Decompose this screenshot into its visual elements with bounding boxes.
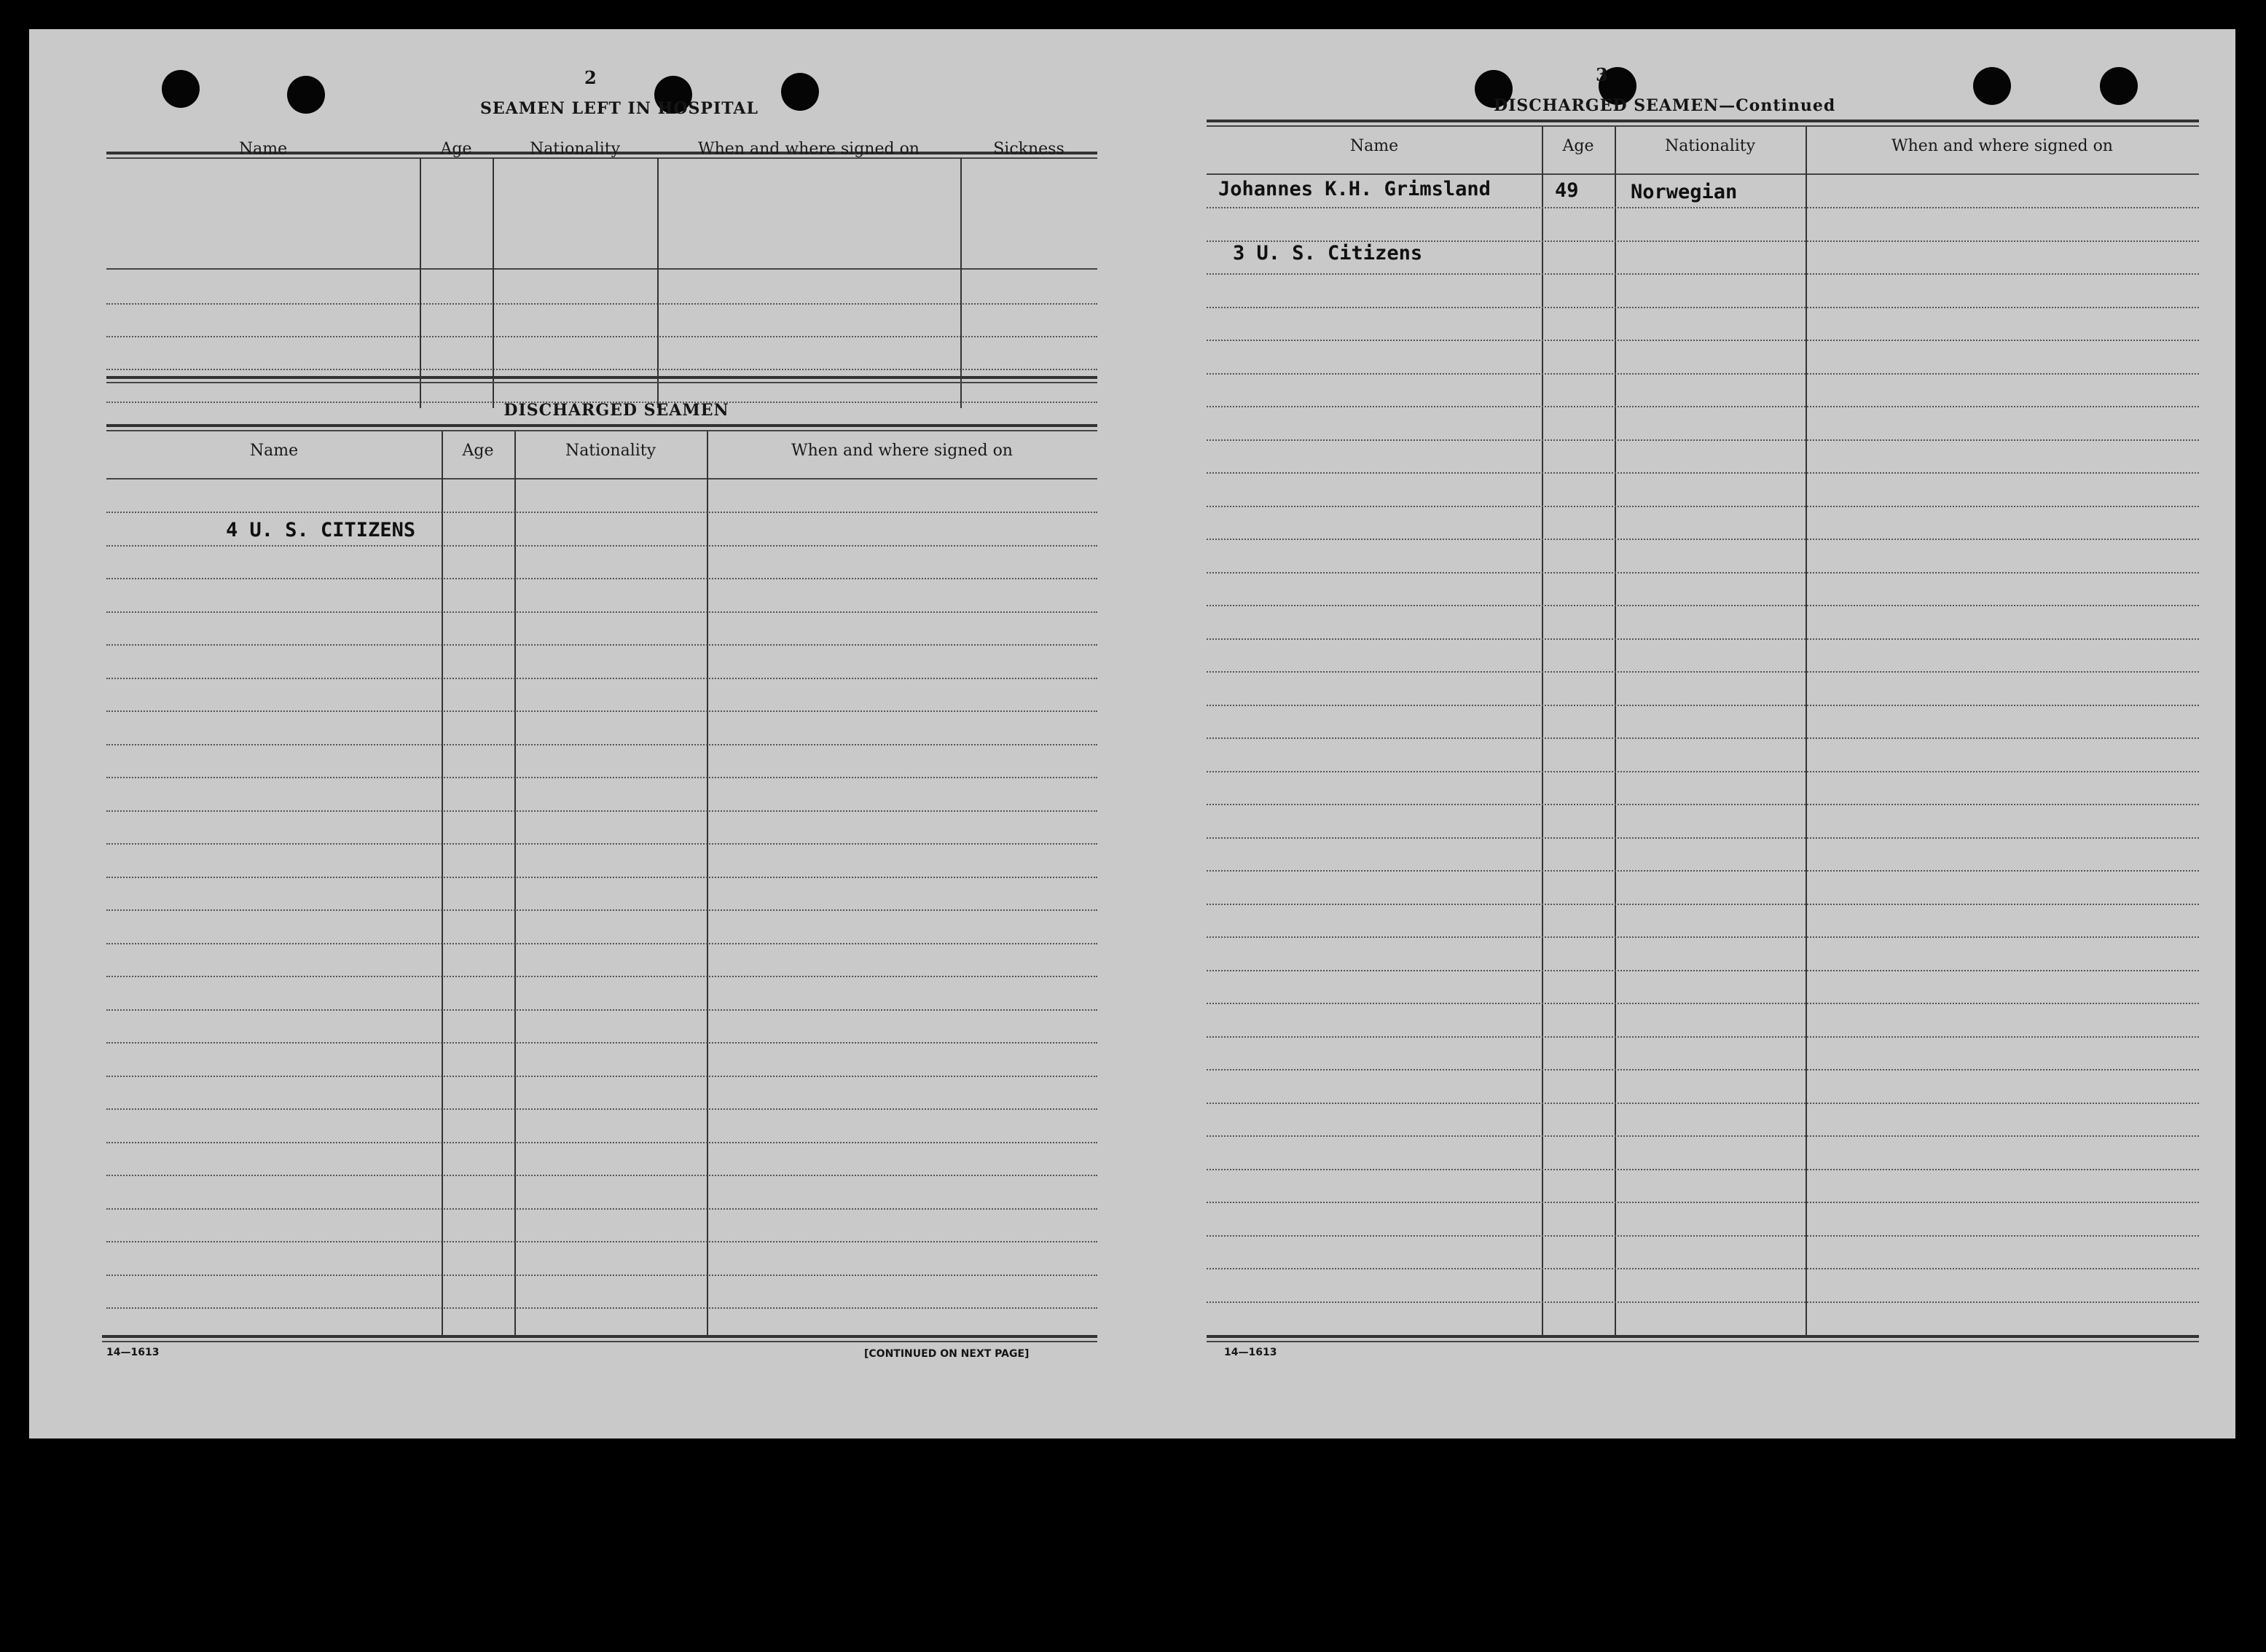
- table-row-line: [106, 512, 1097, 513]
- table-row-line: [1207, 1268, 2199, 1269]
- table-row-line: [106, 678, 1097, 679]
- table-row-line: [1207, 506, 2199, 507]
- table-row-line: [1207, 771, 2199, 772]
- table-row-line: [1207, 837, 2199, 839]
- table-row-line: [1207, 207, 2199, 208]
- table-row-line: [1207, 1003, 2199, 1004]
- table-row-line: [1207, 1135, 2199, 1137]
- table-row-line: [1207, 273, 2199, 275]
- table-row-line: [106, 943, 1097, 944]
- table-row-line: [1207, 638, 2199, 640]
- punch-hole: [2100, 67, 2138, 105]
- table-row-line: [1207, 1103, 2199, 1104]
- discharged-col-age: Age: [462, 442, 494, 460]
- right-form-number: 14—1613: [1224, 1347, 1277, 1358]
- table-row-line: [106, 810, 1097, 812]
- right-section-title: DISCHARGED SEAMEN—Continued: [1494, 96, 1836, 115]
- table-row-line: [106, 578, 1097, 579]
- hospital-col-sickness: Sickness: [993, 140, 1065, 158]
- table-row-line: [1207, 307, 2199, 308]
- discharged-table: [106, 431, 1097, 1350]
- table-row-line: [1207, 737, 2199, 739]
- table-row-line: [1207, 870, 2199, 872]
- hospital-col-nationality: Nationality: [529, 140, 621, 158]
- table-row-line: [1207, 340, 2199, 341]
- table-row-line: [1207, 373, 2199, 375]
- continued-note: [CONTINUED ON NEXT PAGE]: [864, 1348, 1030, 1360]
- punch-hole: [162, 70, 200, 108]
- seaman-age: 49: [1555, 179, 1579, 202]
- punch-hole: [1973, 67, 2011, 105]
- table-row-line: [106, 1076, 1097, 1077]
- table-row-line: [1207, 1169, 2199, 1170]
- table-row-line: [106, 1042, 1097, 1044]
- right-col-signed-on: When and where signed on: [1891, 137, 2113, 155]
- left-form-number: 14—1613: [106, 1347, 160, 1358]
- discharged-col-signed-on: When and where signed on: [791, 442, 1013, 460]
- table-row-line: [1207, 472, 2199, 474]
- table-row-line: [106, 1241, 1097, 1242]
- table-row-line: [1207, 804, 2199, 805]
- right-col-age: Age: [1562, 137, 1594, 155]
- left-page-number: 2: [584, 67, 597, 88]
- punch-hole: [287, 76, 325, 114]
- table-row-line: [106, 1307, 1097, 1309]
- table-row-line: [1207, 572, 2199, 573]
- table-row-line: [1207, 1069, 2199, 1070]
- table-row-line: [106, 1175, 1097, 1176]
- table-row-line: [1207, 406, 2199, 407]
- table-row-line: [106, 909, 1097, 911]
- seaman-name: Johannes K.H. Grimsland: [1218, 178, 1491, 200]
- discharged-section-title: DISCHARGED SEAMEN: [503, 401, 729, 420]
- table-row-line: [1207, 605, 2199, 606]
- table-row-line: [1207, 705, 2199, 706]
- table-row-line: [1207, 1036, 2199, 1038]
- table-row-line: [1207, 904, 2199, 905]
- table-row-line: [1207, 671, 2199, 673]
- discharged-col-nationality: Nationality: [565, 442, 656, 460]
- hospital-section-title: SEAMEN LEFT IN HOSPITAL: [480, 99, 758, 118]
- table-row-line: [106, 976, 1097, 977]
- table-row-line: [106, 710, 1097, 712]
- table-row-line: [106, 1142, 1097, 1143]
- document-sheet: [29, 29, 2235, 1438]
- right-page-number: 3: [1596, 64, 1608, 85]
- table-row-line: [1207, 439, 2199, 441]
- seaman-nationality: Norwegian: [1631, 181, 1738, 203]
- table-row-line: [106, 644, 1097, 646]
- table-row-line: [106, 1208, 1097, 1210]
- table-row-line: [1207, 1301, 2199, 1303]
- table-row-line: [106, 777, 1097, 778]
- discharged-col-name: Name: [249, 442, 299, 460]
- us-citizens-entry: 3 U. S. Citizens: [1233, 242, 1423, 265]
- hospital-col-signed-on: When and where signed on: [698, 140, 920, 158]
- table-row-line: [106, 1108, 1097, 1110]
- right-col-nationality: Nationality: [1664, 137, 1756, 155]
- table-row-line: [1207, 1202, 2199, 1203]
- right-col-name: Name: [1349, 137, 1399, 155]
- table-row-line: [1207, 539, 2199, 540]
- table-row-line: [106, 1275, 1097, 1276]
- hospital-table: [106, 122, 1097, 414]
- table-row-line: [106, 877, 1097, 878]
- hospital-col-age: Age: [440, 140, 472, 158]
- table-row-line: [106, 1009, 1097, 1011]
- table-row-line: [106, 545, 1097, 547]
- table-row-line: [106, 744, 1097, 745]
- table-row-line: [1207, 970, 2199, 971]
- table-row-line: [106, 611, 1097, 613]
- right-discharged-table: [1207, 127, 2199, 1344]
- table-row-line: [1207, 936, 2199, 938]
- discharged-entry: 4 U. S. CITIZENS: [226, 519, 416, 541]
- table-row-line: [1207, 1235, 2199, 1237]
- table-row-line: [106, 843, 1097, 845]
- hospital-col-name: Name: [238, 140, 288, 158]
